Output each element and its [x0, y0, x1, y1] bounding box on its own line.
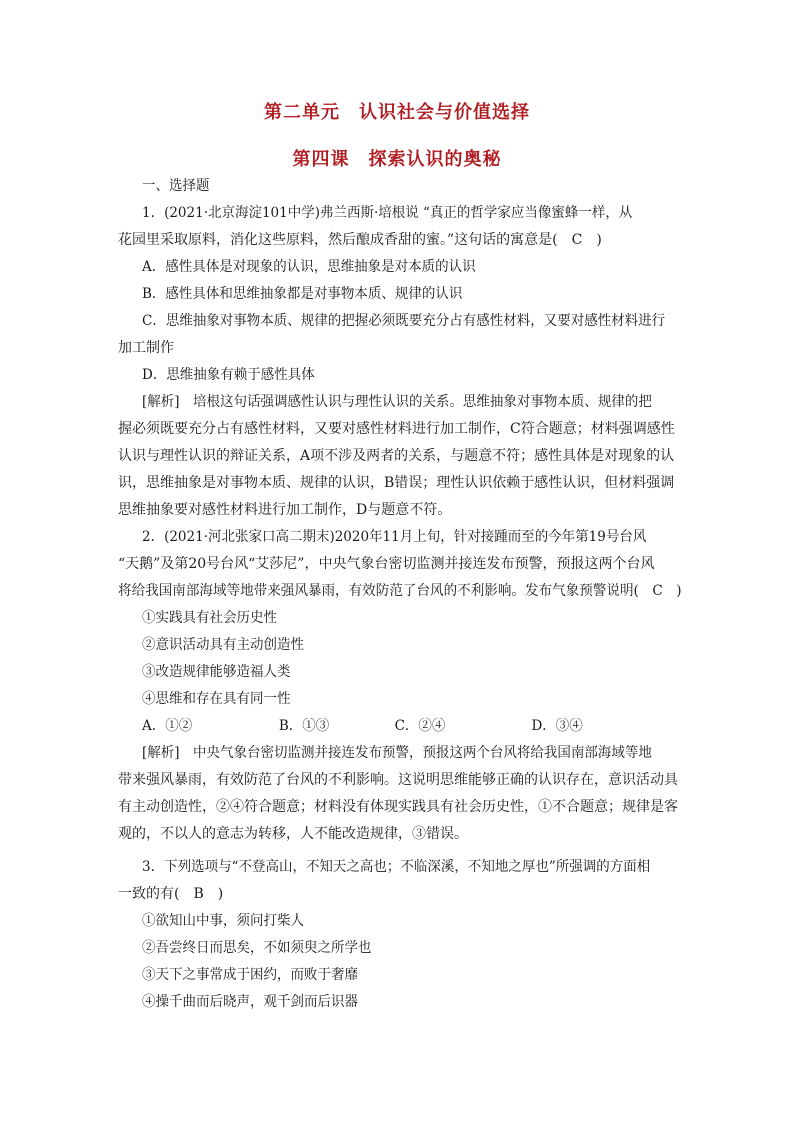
q2-choice-d: D．③④	[531, 718, 583, 734]
unit-title: 第二单元 认识社会与价值选择	[264, 102, 530, 123]
q1-analysis-line: 思维抽象要对感性材料进行加工制作，D与题意不符。	[118, 502, 452, 518]
q2-stem-line: 将给我国南部海域等地带来强风暴雨，有效防范了台风的不利影响。发布气象预警说明( C )	[118, 583, 682, 599]
q2-analysis-line: 观的，不以人的意志为转移，人不能改造规律，③错误。	[118, 826, 468, 842]
q1-option-a: A．感性具体是对现象的认识，思维抽象是对本质的认识	[142, 259, 476, 275]
q2-stem-line: “天鹅”及第20号台风“艾莎尼”，中央气象台密切监测并接连发布预警，预报这两个台风	[118, 556, 655, 572]
q1-option-d: D．思维抽象有赖于感性具体	[142, 367, 315, 383]
q1-stem-line: 花园里采取原料，消化这些原料，然后酿成香甜的蜜。”这句话的寓意是( C )	[118, 232, 602, 248]
q3-item: ④操千曲而后晓声，观千剑而后识器	[142, 994, 358, 1010]
q2-choice-a: A．①②	[142, 718, 193, 734]
q2-item: ②意识活动具有主动创造性	[142, 637, 304, 653]
q3-item: ②吾尝终日而思矣，不如须臾之所学也	[142, 940, 372, 956]
q1-stem-line: 1．(2021·北京海淀101中学)弗兰西斯·培根说 “真正的哲学家应当像蜜蜂一样，从	[142, 205, 633, 221]
q1-option-c: C．思维抽象对事物本质、规律的把握必须既要充分占有感性材料，又要对感性材料进行	[142, 313, 666, 329]
q2-choice-c: C．②④	[394, 718, 446, 734]
q3-stem-line: 一致的有( B )	[118, 886, 224, 902]
q1-analysis-line: 识，思维抽象是对事物本质、规律的认识，B错误；理性认识依赖于感性认识，但材料强调	[118, 475, 675, 491]
q3-item: ①欲知山中事，须问打柴人	[142, 913, 304, 929]
q1-option-b: B．感性具体和思维抽象都是对事物本质、规律的认识	[142, 286, 463, 302]
q3-item: ③天下之事常成于困约，而败于奢靡	[142, 967, 358, 983]
section-heading: 一、选择题	[142, 178, 210, 194]
q2-analysis-line: [解析] 中央气象台密切监测并接连发布预警，预报这两个台风将给我国南部海域等地	[142, 745, 652, 761]
q1-analysis-line: [解析] 培根这句话强调感性认识与理性认识的关系。思维抽象对事物本质、规律的把	[142, 394, 652, 410]
q2-stem-line: 2．(2021·河北张家口高二期末)2020年11月上旬，针对接踵而至的今年第19号台风	[142, 529, 647, 545]
q2-item: ③改造规律能够造福人类	[142, 664, 291, 680]
q2-analysis-line: 有主动创造性，②④符合题意；材料没有体现实践具有社会历史性，①不合题意；规律是客	[118, 799, 678, 815]
q1-analysis-line: 认识与理性认识的辩证关系，A项不涉及两者的关系，与题意不符；感性具体是对现象的认	[118, 448, 675, 464]
q2-item: ④思维和存在具有同一性	[142, 691, 291, 707]
q2-analysis-line: 带来强风暴雨，有效防范了台风的不利影响。这说明思维能够正确的认识存在，意识活动具	[118, 772, 678, 788]
q1-analysis-line: 握必须既要充分占有感性材料，又要对感性材料进行加工制作，C符合题意；材料强调感性	[118, 421, 675, 437]
q3-stem-line: 3．下列选项与“不登高山，不知天之高也；不临深溪，不知地之厚也”所强调的方面相	[142, 859, 651, 875]
q2-choice-b: B．①③	[278, 718, 330, 734]
lesson-title: 第四课 探索认识的奥秘	[292, 149, 502, 170]
q2-item: ①实践具有社会历史性	[142, 610, 277, 626]
q1-option-c-cont: 加工制作	[118, 340, 174, 356]
